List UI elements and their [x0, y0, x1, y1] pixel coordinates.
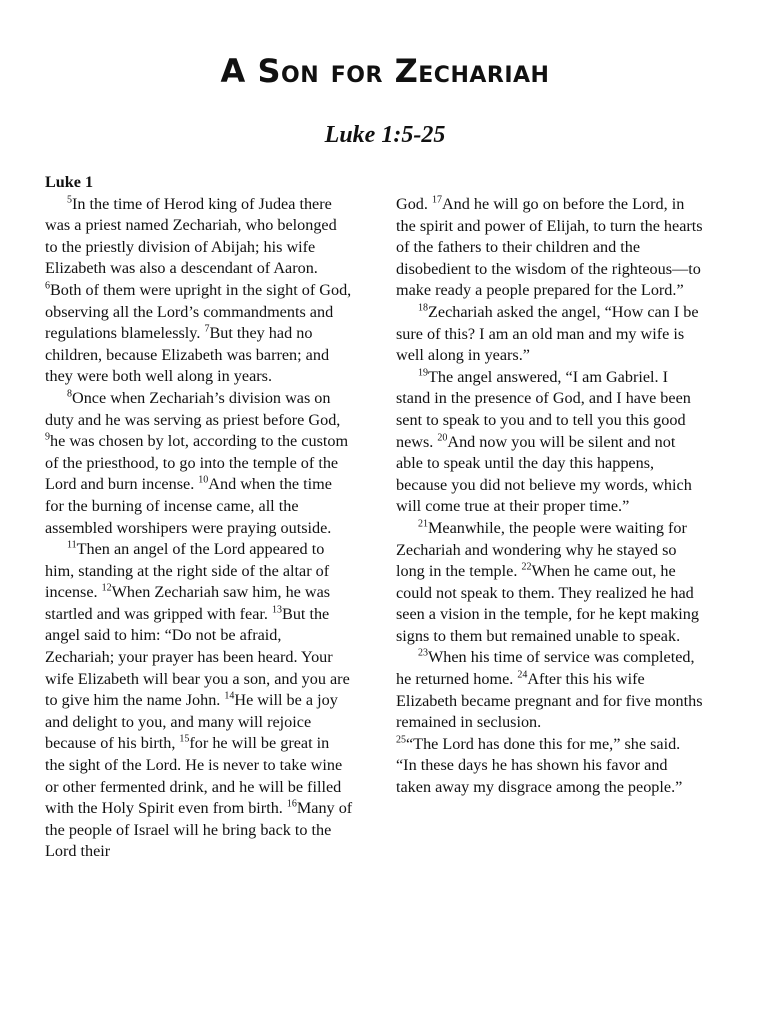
- verse-number: 21: [418, 518, 428, 530]
- verse-number: 9: [45, 431, 50, 443]
- verse-text: He will be a joy and delight to you, and many will rejoice because of his birth,: [45, 691, 338, 753]
- verse-text: Both of them were upright in the sight of God, observing all the Lord’s commandments and regulations blamelessly.: [45, 280, 352, 343]
- verse-number: 17: [431, 194, 442, 206]
- paragraph-verses-19-20: [396, 367, 704, 518]
- verse-text: he was chosen by lot, according to the custom of the priesthood, to go into the temple of the Lord and burn incense.: [45, 432, 349, 494]
- verse-number: 15: [179, 734, 190, 746]
- verse-text: After this his wife Elizabeth became pregnant and for five months remained in seclusion.: [396, 670, 703, 732]
- verse-text: And he will go on before the Lord, in the spirit and power of Elijah, to turn the hearts of the fathers to their children and the disobedient to the wisdom of the righteous—to make ready a people prepared for the Lord.”: [396, 195, 703, 300]
- verse-number: 13: [272, 604, 283, 616]
- verse-text: But the angel said to him: “Do not be afraid, Zechariah; your prayer has been heard. Your wife Elizabeth will bear you a son, and you are to give him the name John.: [45, 604, 350, 710]
- verse-text: And when the time for the burning of incense came, all the assembled worshipers were praying outside.: [45, 475, 332, 537]
- verse-number: 7: [204, 323, 210, 335]
- verse-number: 18: [418, 302, 428, 314]
- verse-text: But they had no children, because Elizabeth was barren; and they were both well along in years.: [45, 324, 330, 386]
- verse-number: 25: [396, 734, 406, 746]
- verse-number: 14: [224, 690, 235, 702]
- verse-number: 24: [517, 669, 528, 681]
- passage-reference: Luke 1:5-25: [324, 122, 446, 148]
- verse-text: And now you will be silent and not able to speak until the day this happens, because you did not believe my words, which will come true at their proper time.”: [396, 432, 692, 516]
- page-title: A Son for Zechariah: [220, 52, 550, 90]
- verse-number: 12: [101, 582, 112, 594]
- verse-number: 10: [198, 474, 209, 486]
- paragraph-verses-8-10: [45, 388, 353, 539]
- verse-number: 5: [67, 194, 72, 206]
- verse-text: Zechariah asked the angel, “How can I be sure of this? I am an old man and my wife is well along in years.”: [396, 302, 699, 365]
- verse-number: 6: [45, 280, 50, 292]
- right-column: [396, 194, 704, 799]
- verse-text: God.: [396, 195, 432, 213]
- verse-text: Many of the people of Israel will he bring back to the Lord their: [45, 799, 353, 861]
- paragraph-verses-11-16: [45, 539, 353, 863]
- verse-text: When Zechariah saw him, he was startled and was gripped with fear.: [45, 583, 331, 623]
- verse-text: for he will be great in the sight of the Lord. He is never to take wine or other fermented drink, and he will be filled with the Holy Spirit even from birth.: [45, 734, 343, 818]
- verse-number: 19: [418, 367, 428, 379]
- verse-number: 16: [286, 798, 297, 810]
- verse-text: “The Lord has done this for me,” she said. “In these days he has shown his favor and taken away my disgrace among the people.”: [396, 734, 683, 797]
- verse-text: When he came out, he could not speak to them. They realized he had seen a vision in the temple, for he kept making signs to them but remained unable to speak.: [396, 562, 699, 645]
- verse-text: When his time of service was completed, he returned home.: [396, 648, 695, 689]
- paragraph-verse-18: [396, 302, 704, 367]
- verse-text: Then an angel of the Lord appeared to him, standing at the right side of the altar of incense.: [45, 540, 330, 602]
- verse-text: The angel answered, “I am Gabriel. I stand in the presence of God, and I have been sent to speak to you and to tell you this good news.: [396, 367, 691, 451]
- paragraph-verses-5-7: [45, 194, 353, 388]
- verse-number: 20: [437, 432, 448, 444]
- verse-number: 8: [67, 388, 72, 400]
- verse-text: Once when Zechariah’s division was on duty and he was serving as priest before God,: [45, 388, 341, 429]
- paragraph-verse-17: [396, 194, 704, 302]
- verse-text: In the time of Herod king of Judea there was a priest named Zechariah, who belonged to the priestly division of Abijah; his wife Elizabeth was also a descendant of Aaron.: [45, 194, 337, 278]
- verse-number: 22: [521, 561, 532, 573]
- paragraph-verses-21-22: [396, 518, 704, 648]
- verse-number: 11: [67, 539, 77, 551]
- paragraph-verse-25: [396, 734, 704, 799]
- verse-text: Meanwhile, the people were waiting for Zechariah and wondering why he stayed so long in the temple.: [396, 518, 687, 581]
- left-column: [45, 172, 353, 863]
- verse-number: 23: [418, 648, 428, 660]
- paragraph-verses-23-24: [396, 647, 704, 733]
- chapter-heading: Luke 1: [45, 173, 94, 191]
